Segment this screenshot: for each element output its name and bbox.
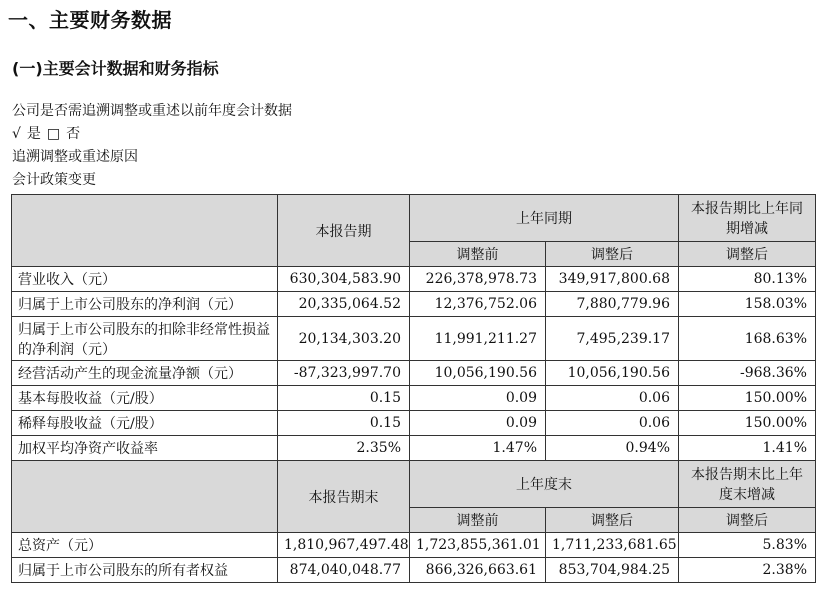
header-prior-year-end: 上年度末 xyxy=(410,461,679,508)
empty-checkbox-icon: □ xyxy=(46,126,61,142)
after-adjustment-value: 7,880,779.96 xyxy=(546,292,679,317)
before-adjustment-value: 226,378,978.73 xyxy=(410,267,546,292)
header-blank-2 xyxy=(12,461,278,533)
change-value: 168.63% xyxy=(679,317,816,361)
header-row-1 xyxy=(12,195,816,242)
row-label: 经营活动产生的现金流量净额（元） xyxy=(12,361,278,386)
table-row xyxy=(12,558,816,583)
reason-value: 会计政策变更 xyxy=(12,172,96,188)
table-row xyxy=(12,386,816,411)
restatement-question: 公司是否需追溯调整或重述以前年度会计数据 xyxy=(12,103,292,119)
header-current-period: 本报告期 xyxy=(278,195,410,267)
before-adjustment-value: 0.09 xyxy=(410,411,546,436)
current-value: 630,304,583.90 xyxy=(278,267,410,292)
before-adjustment-value: 1,723,855,361.01 xyxy=(410,533,546,558)
after-adjustment-value: 0.94% xyxy=(546,436,679,461)
table-row xyxy=(12,411,816,436)
row-label: 基本每股收益（元/股） xyxy=(12,386,278,411)
table-row xyxy=(12,317,816,361)
header-change-after-adjustment-2: 调整后 xyxy=(679,508,816,533)
change-value: -968.36% xyxy=(679,361,816,386)
before-adjustment-value: 1.47% xyxy=(410,436,546,461)
row-label: 归属于上市公司股东的所有者权益 xyxy=(12,558,278,583)
yes-label: 是 xyxy=(26,126,41,142)
before-adjustment-value: 866,326,663.61 xyxy=(410,558,546,583)
change-value: 158.03% xyxy=(679,292,816,317)
current-value: 0.15 xyxy=(278,411,410,436)
after-adjustment-value: 0.06 xyxy=(546,386,679,411)
after-adjustment-value: 1,711,233,681.65 xyxy=(546,533,679,558)
current-value: 1,810,967,497.48 xyxy=(278,533,410,558)
table-row xyxy=(12,267,816,292)
header-after-adjustment-2: 调整后 xyxy=(546,508,679,533)
header-prior-period: 上年同期 xyxy=(410,195,679,242)
header-change: 本报告期比上年同期增减 xyxy=(679,195,816,242)
header-change-year-end: 本报告期末比上年度末增减 xyxy=(679,461,816,508)
after-adjustment-value: 0.06 xyxy=(546,411,679,436)
header-before-adjustment: 调整前 xyxy=(410,242,546,267)
current-value: 0.15 xyxy=(278,386,410,411)
current-value: 874,040,048.77 xyxy=(278,558,410,583)
table-row xyxy=(12,361,816,386)
current-value: 20,335,064.52 xyxy=(278,292,410,317)
section-title: 一、主要财务数据 xyxy=(8,8,172,32)
reason-label: 追溯调整或重述原因 xyxy=(12,149,138,165)
before-adjustment-value: 0.09 xyxy=(410,386,546,411)
row-label: 归属于上市公司股东的净利润（元） xyxy=(12,292,278,317)
financial-indicators-table xyxy=(11,194,816,583)
header-row-3 xyxy=(12,461,816,508)
change-value: 1.41% xyxy=(679,436,816,461)
current-value: 20,134,303.20 xyxy=(278,317,410,361)
restatement-choice xyxy=(12,125,86,143)
after-adjustment-value: 349,917,800.68 xyxy=(546,267,679,292)
after-adjustment-value: 10,056,190.56 xyxy=(546,361,679,386)
change-value: 80.13% xyxy=(679,267,816,292)
change-value: 2.38% xyxy=(679,558,816,583)
current-value: -87,323,997.70 xyxy=(278,361,410,386)
header-blank xyxy=(12,195,278,267)
table-row xyxy=(12,436,816,461)
row-label: 稀释每股收益（元/股） xyxy=(12,411,278,436)
header-change-after-adjustment: 调整后 xyxy=(679,242,816,267)
after-adjustment-value: 853,704,984.25 xyxy=(546,558,679,583)
table-row xyxy=(12,292,816,317)
current-value: 2.35% xyxy=(278,436,410,461)
row-label: 归属于上市公司股东的扣除非经常性损益的净利润（元） xyxy=(12,317,278,361)
check-mark-icon: √ xyxy=(12,126,21,142)
before-adjustment-value: 10,056,190.56 xyxy=(410,361,546,386)
row-label: 总资产（元） xyxy=(12,533,278,558)
header-period-end: 本报告期末 xyxy=(278,461,410,533)
row-label: 加权平均净资产收益率 xyxy=(12,436,278,461)
change-value: 5.83% xyxy=(679,533,816,558)
after-adjustment-value: 7,495,239.17 xyxy=(546,317,679,361)
header-after-adjustment: 调整后 xyxy=(546,242,679,267)
header-before-adjustment-2: 调整前 xyxy=(410,508,546,533)
change-value: 150.00% xyxy=(679,411,816,436)
before-adjustment-value: 11,991,211.27 xyxy=(410,317,546,361)
change-value: 150.00% xyxy=(679,386,816,411)
before-adjustment-value: 12,376,752.06 xyxy=(410,292,546,317)
row-label: 营业收入（元） xyxy=(12,267,278,292)
table-row xyxy=(12,533,816,558)
no-label: 否 xyxy=(66,126,81,142)
subsection-title: (一)主要会计数据和财务指标 xyxy=(12,59,219,78)
